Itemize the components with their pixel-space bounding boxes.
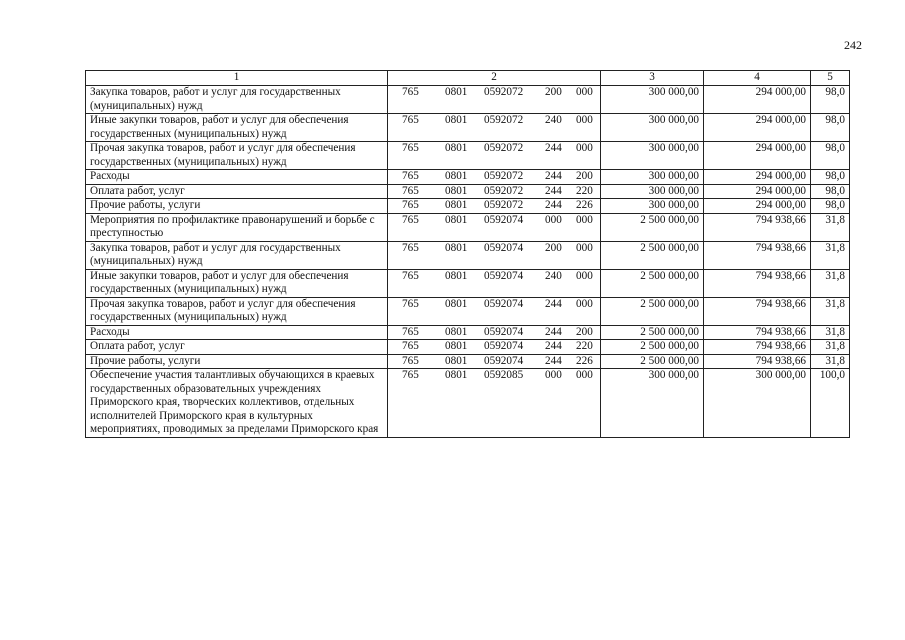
row-value-c3: 300 000,00 (601, 142, 704, 170)
table-row (86, 213, 850, 241)
row-name-cell: Иные закупки товаров, работ и услуг для обеспечения государственных (муниципальных) нужд (86, 269, 388, 297)
code-part: 0592085 (484, 369, 524, 381)
code-part: 765 (402, 297, 419, 310)
code-part: 000 (576, 114, 593, 126)
header-cell: 4 (704, 71, 811, 86)
row-value-c3: 2 500 000,00 (601, 297, 704, 325)
row-value-c5: 31,8 (811, 354, 850, 369)
row-value-c3: 2 500 000,00 (601, 325, 704, 340)
code-part: 0801 (445, 369, 468, 381)
row-value-c5: 98,0 (811, 184, 850, 199)
row-code-cell (388, 114, 601, 142)
code-part: 244 (545, 325, 562, 338)
row-code-cell (388, 354, 601, 369)
row-name-cell: Обеспечение участия талантливых обучающихся в краевых государственных образовательных учреждениях Приморского края, творческих коллективов, отдельных исполнителей Приморского края в культурных мероприятиях, проводимых за пределами Приморского края (86, 369, 388, 438)
row-value-c3: 300 000,00 (601, 86, 704, 114)
code-part: 0592072 (484, 142, 524, 154)
code-part: 0592074 (484, 354, 524, 367)
row-value-c5: 98,0 (811, 142, 850, 170)
row-code-cell (388, 213, 601, 241)
row-value-c3: 300 000,00 (601, 184, 704, 199)
table-row (86, 297, 850, 325)
table-row (86, 170, 850, 185)
row-value-c3: 300 000,00 (601, 369, 704, 438)
code-part: 0801 (445, 184, 468, 197)
code-part: 765 (402, 86, 419, 98)
code-part: 240 (545, 114, 562, 126)
table-row (86, 369, 850, 438)
code-part: 000 (576, 142, 593, 154)
code-part: 0592072 (484, 114, 524, 126)
code-part: 0801 (445, 241, 468, 254)
row-name-cell: Прочая закупка товаров, работ и услуг для обеспечения государственных (муниципальных) нужд (86, 142, 388, 170)
row-value-c4: 294 000,00 (704, 184, 811, 199)
row-name-cell: Оплата работ, услуг (86, 184, 388, 199)
table-row (86, 325, 850, 340)
row-name-cell: Закупка товаров, работ и услуг для государственных (муниципальных) нужд (86, 86, 388, 114)
code-part: 244 (545, 340, 562, 352)
row-value-c4: 294 000,00 (704, 114, 811, 142)
code-part: 000 (576, 297, 593, 310)
code-part: 0801 (445, 170, 468, 182)
row-value-c5: 31,8 (811, 269, 850, 297)
table-row (86, 340, 850, 355)
code-part: 244 (545, 142, 562, 154)
code-part: 0592074 (484, 297, 524, 310)
row-code-cell (388, 184, 601, 199)
code-part: 0801 (445, 199, 468, 211)
row-value-c3: 300 000,00 (601, 199, 704, 214)
code-part: 765 (402, 340, 419, 352)
code-part: 765 (402, 170, 419, 182)
code-part: 765 (402, 241, 419, 254)
code-part: 765 (402, 199, 419, 211)
header-cell: 2 (388, 71, 601, 86)
row-value-c4: 794 938,66 (704, 241, 811, 269)
code-part: 244 (545, 354, 562, 367)
code-part: 000 (576, 241, 593, 254)
row-name-cell: Иные закупки товаров, работ и услуг для обеспечения государственных (муниципальных) нужд (86, 114, 388, 142)
table-header-row (86, 71, 850, 86)
code-part: 765 (402, 184, 419, 197)
code-part: 220 (576, 340, 593, 352)
code-part: 226 (576, 199, 593, 211)
row-code-cell (388, 86, 601, 114)
row-value-c3: 300 000,00 (601, 114, 704, 142)
code-part: 0592074 (484, 241, 524, 254)
row-value-c5: 98,0 (811, 114, 850, 142)
row-value-c5: 98,0 (811, 199, 850, 214)
row-code-cell (388, 170, 601, 185)
row-value-c4: 294 000,00 (704, 86, 811, 114)
row-name-cell: Прочие работы, услуги (86, 354, 388, 369)
code-part: 244 (545, 184, 562, 197)
code-part: 200 (545, 241, 562, 254)
row-value-c5: 31,8 (811, 213, 850, 241)
row-value-c5: 98,0 (811, 170, 850, 185)
row-name-cell: Мероприятия по профилактике правонарушений и борьбе с преступностью (86, 213, 388, 241)
code-part: 240 (545, 269, 562, 282)
table-row (86, 241, 850, 269)
row-value-c3: 2 500 000,00 (601, 269, 704, 297)
code-part: 765 (402, 369, 419, 381)
code-part: 765 (402, 325, 419, 338)
code-part: 0592072 (484, 199, 524, 211)
row-code-cell (388, 297, 601, 325)
code-part: 765 (402, 354, 419, 367)
code-part: 220 (576, 184, 593, 197)
table-row (86, 269, 850, 297)
header-cell: 3 (601, 71, 704, 86)
row-value-c5: 98,0 (811, 86, 850, 114)
code-part: 000 (576, 369, 593, 381)
code-part: 200 (576, 170, 593, 182)
code-part: 0801 (445, 114, 468, 126)
code-part: 765 (402, 142, 419, 154)
code-part: 244 (545, 297, 562, 310)
row-code-cell (388, 340, 601, 355)
row-value-c5: 31,8 (811, 241, 850, 269)
page-number: 242 (844, 38, 862, 52)
row-value-c3: 300 000,00 (601, 170, 704, 185)
row-value-c5: 31,8 (811, 297, 850, 325)
row-name-cell: Оплата работ, услуг (86, 340, 388, 355)
code-part: 000 (545, 213, 562, 226)
code-part: 765 (402, 213, 419, 226)
table-row (86, 354, 850, 369)
table-row (86, 184, 850, 199)
row-name-cell: Прочие работы, услуги (86, 199, 388, 214)
code-part: 0801 (445, 354, 468, 367)
code-part: 244 (545, 170, 562, 182)
row-code-cell (388, 199, 601, 214)
code-part: 0592072 (484, 170, 524, 182)
row-value-c4: 300 000,00 (704, 369, 811, 438)
code-part: 765 (402, 114, 419, 126)
code-part: 200 (545, 86, 562, 98)
code-part: 0801 (445, 86, 468, 98)
row-code-cell (388, 325, 601, 340)
row-name-cell: Расходы (86, 325, 388, 340)
row-value-c4: 294 000,00 (704, 142, 811, 170)
row-code-cell (388, 142, 601, 170)
row-value-c4: 794 938,66 (704, 325, 811, 340)
row-value-c4: 294 000,00 (704, 199, 811, 214)
row-value-c4: 794 938,66 (704, 340, 811, 355)
row-name-cell: Прочая закупка товаров, работ и услуг для обеспечения государственных (муниципальных) нужд (86, 297, 388, 325)
code-part: 0801 (445, 340, 468, 352)
row-value-c3: 2 500 000,00 (601, 241, 704, 269)
row-value-c5: 31,8 (811, 340, 850, 355)
code-part: 0592074 (484, 213, 524, 226)
code-part: 0801 (445, 213, 468, 226)
header-cell: 1 (86, 71, 388, 86)
code-part: 765 (402, 269, 419, 282)
row-code-cell (388, 241, 601, 269)
budget-table (85, 70, 850, 438)
row-code-cell (388, 269, 601, 297)
code-part: 000 (545, 369, 562, 381)
header-cell: 5 (811, 71, 850, 86)
row-name-cell: Расходы (86, 170, 388, 185)
code-part: 0592072 (484, 184, 524, 197)
row-value-c3: 2 500 000,00 (601, 354, 704, 369)
code-part: 0801 (445, 269, 468, 282)
table-row (86, 142, 850, 170)
code-part: 0801 (445, 297, 468, 310)
code-part: 0801 (445, 142, 468, 154)
row-code-cell (388, 369, 601, 438)
code-part: 244 (545, 199, 562, 211)
code-part: 0592074 (484, 325, 524, 338)
row-value-c4: 794 938,66 (704, 269, 811, 297)
table-row (86, 199, 850, 214)
row-name-cell: Закупка товаров, работ и услуг для государственных (муниципальных) нужд (86, 241, 388, 269)
code-part: 0592072 (484, 86, 524, 98)
code-part: 000 (576, 269, 593, 282)
code-part: 0592074 (484, 269, 524, 282)
code-part: 200 (576, 325, 593, 338)
row-value-c4: 294 000,00 (704, 170, 811, 185)
code-part: 000 (576, 213, 593, 226)
code-part: 0801 (445, 325, 468, 338)
row-value-c3: 2 500 000,00 (601, 340, 704, 355)
row-value-c5: 100,0 (811, 369, 850, 438)
row-value-c4: 794 938,66 (704, 354, 811, 369)
row-value-c4: 794 938,66 (704, 297, 811, 325)
row-value-c5: 31,8 (811, 325, 850, 340)
code-part: 0592074 (484, 340, 524, 352)
table-row (86, 86, 850, 114)
code-part: 000 (576, 86, 593, 98)
code-part: 226 (576, 354, 593, 367)
table-row (86, 114, 850, 142)
row-value-c3: 2 500 000,00 (601, 213, 704, 241)
row-value-c4: 794 938,66 (704, 213, 811, 241)
